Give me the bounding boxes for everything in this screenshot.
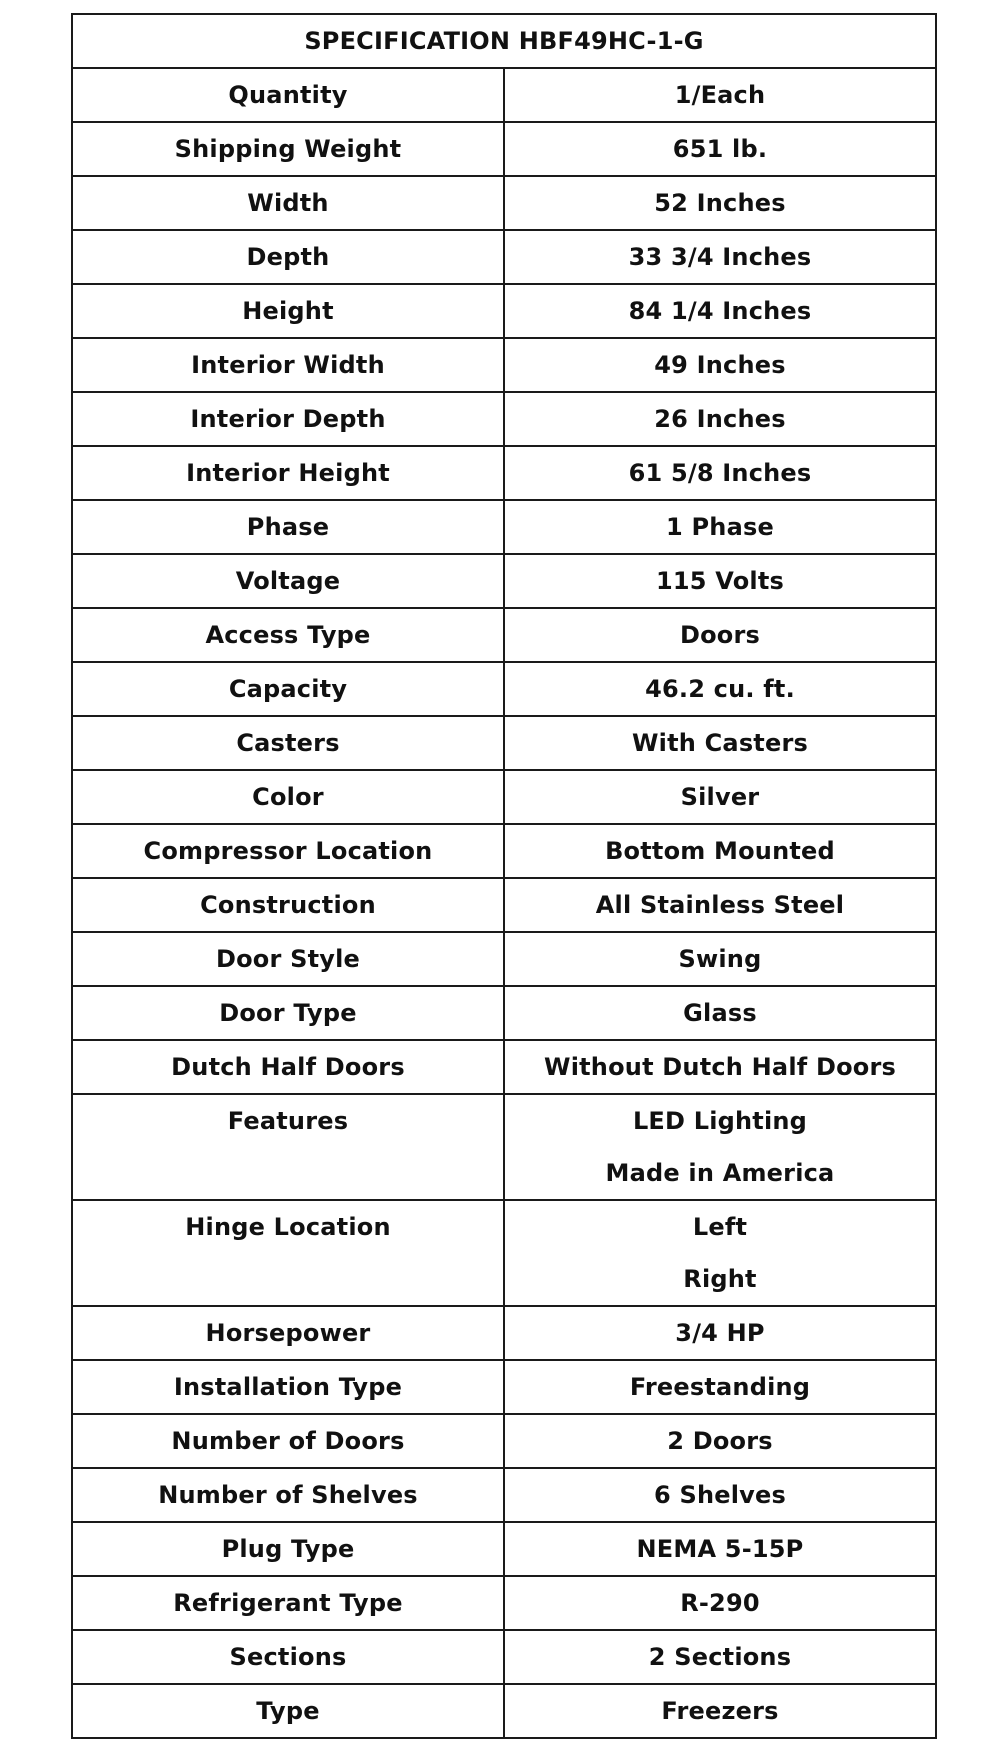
table-row [72, 1094, 936, 1200]
table-row [72, 338, 936, 392]
spec-value: 49 Inches [504, 338, 936, 392]
spec-value: 33 3/4 Inches [504, 230, 936, 284]
spec-label: Voltage [72, 554, 504, 608]
spec-label: Interior Height [72, 446, 504, 500]
table-row [72, 230, 936, 284]
table-row [72, 878, 936, 932]
spec-label: Casters [72, 716, 504, 770]
spec-label: Interior Width [72, 338, 504, 392]
table-row [72, 554, 936, 608]
spec-value-line: Made in America [605, 1159, 835, 1187]
spec-value: 3/4 HP [504, 1306, 936, 1360]
spec-value: NEMA 5-15P [504, 1522, 936, 1576]
table-row [72, 1576, 936, 1630]
spec-value: With Casters [504, 716, 936, 770]
spec-value: All Stainless Steel [504, 878, 936, 932]
spec-value: 84 1/4 Inches [504, 284, 936, 338]
table-row [72, 284, 936, 338]
spec-value: 61 5/8 Inches [504, 446, 936, 500]
spec-label: Quantity [72, 68, 504, 122]
spec-label [72, 1094, 504, 1200]
specification-table [71, 13, 937, 1739]
table-row [72, 1468, 936, 1522]
table-row [72, 446, 936, 500]
spec-value: 1/Each [504, 68, 936, 122]
spec-label: Construction [72, 878, 504, 932]
spec-value: 2 Sections [504, 1630, 936, 1684]
spec-value: Silver [504, 770, 936, 824]
spec-label: Sections [72, 1630, 504, 1684]
spec-value: 651 lb. [504, 122, 936, 176]
spec-value: 26 Inches [504, 392, 936, 446]
spec-value: Glass [504, 986, 936, 1040]
table-row [72, 986, 936, 1040]
spec-value-line: Left [692, 1213, 748, 1241]
table-row [72, 392, 936, 446]
table-row [72, 770, 936, 824]
table-row [72, 932, 936, 986]
spec-label: Refrigerant Type [72, 1576, 504, 1630]
table-row [72, 1306, 936, 1360]
spec-value: 6 Shelves [504, 1468, 936, 1522]
table-row [72, 1360, 936, 1414]
table-title: SPECIFICATION HBF49HC-1-G [72, 14, 936, 68]
table-row [72, 662, 936, 716]
spec-label: Type [72, 1684, 504, 1738]
spec-label-text: Features [227, 1107, 349, 1135]
table-row [72, 1630, 936, 1684]
spec-value: Without Dutch Half Doors [504, 1040, 936, 1094]
spec-value: 1 Phase [504, 500, 936, 554]
spec-label: Shipping Weight [72, 122, 504, 176]
spec-label: Width [72, 176, 504, 230]
spec-label: Door Style [72, 932, 504, 986]
table-header-row [72, 14, 936, 68]
spec-value: 2 Doors [504, 1414, 936, 1468]
spec-label: Access Type [72, 608, 504, 662]
spec-value: Doors [504, 608, 936, 662]
spec-label: Capacity [72, 662, 504, 716]
spec-value: Freezers [504, 1684, 936, 1738]
table-row [72, 1200, 936, 1306]
spec-label: Depth [72, 230, 504, 284]
spec-label: Color [72, 770, 504, 824]
spec-value: R-290 [504, 1576, 936, 1630]
table-row [72, 608, 936, 662]
table-row [72, 1684, 936, 1738]
spec-label: Height [72, 284, 504, 338]
spec-label: Phase [72, 500, 504, 554]
spec-label: Plug Type [72, 1522, 504, 1576]
table-row [72, 1040, 936, 1094]
spec-value-line: Right [683, 1265, 757, 1293]
spec-value [504, 1200, 936, 1306]
spec-label: Installation Type [72, 1360, 504, 1414]
spec-value [504, 1094, 936, 1200]
table-row [72, 122, 936, 176]
spec-value: Swing [504, 932, 936, 986]
table-body [72, 68, 936, 1738]
table-row [72, 68, 936, 122]
spec-label: Horsepower [72, 1306, 504, 1360]
spec-label: Number of Doors [72, 1414, 504, 1468]
spec-value: 115 Volts [504, 554, 936, 608]
table-row [72, 716, 936, 770]
spec-label: Compressor Location [72, 824, 504, 878]
spec-value: Freestanding [504, 1360, 936, 1414]
spec-label: Number of Shelves [72, 1468, 504, 1522]
spec-label: Dutch Half Doors [72, 1040, 504, 1094]
spec-label: Interior Depth [72, 392, 504, 446]
table-row [72, 176, 936, 230]
table-row [72, 824, 936, 878]
table-row [72, 1414, 936, 1468]
spec-value: Bottom Mounted [504, 824, 936, 878]
spec-value: 46.2 cu. ft. [504, 662, 936, 716]
spec-label: Door Type [72, 986, 504, 1040]
spec-value: 52 Inches [504, 176, 936, 230]
spec-value-line: LED Lighting [632, 1107, 808, 1135]
table-row [72, 1522, 936, 1576]
spec-label [72, 1200, 504, 1306]
table-row [72, 500, 936, 554]
spec-label-text: Hinge Location [185, 1213, 391, 1241]
